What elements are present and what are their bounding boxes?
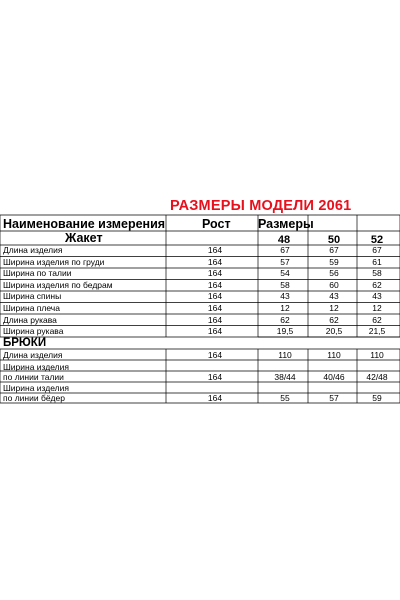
jacket-row-value-48: 67 bbox=[280, 245, 290, 255]
header-sizes: Размеры bbox=[258, 217, 314, 231]
jacket-row-value-48: 43 bbox=[280, 291, 290, 302]
jacket-row-value-50: 59 bbox=[329, 256, 339, 267]
jacket-row-value-52: 12 bbox=[372, 303, 382, 313]
trousers-row-label: по линии бёдер bbox=[3, 393, 65, 403]
jacket-row-height: 164 bbox=[207, 314, 223, 325]
trousers-row-value-52: 110 bbox=[370, 350, 384, 360]
jacket-row-label: Ширина по талии bbox=[3, 268, 72, 279]
jacket-row-value-48: 57 bbox=[280, 256, 290, 267]
jacket-row-value-48: 19,5 bbox=[276, 326, 294, 337]
jacket-row-value-50: 43 bbox=[329, 291, 339, 302]
jacket-row-value-50: 67 bbox=[329, 245, 339, 255]
trousers-row-value-48: 38/44 bbox=[274, 372, 296, 382]
jacket-row-label: Ширина рукава bbox=[3, 326, 64, 337]
trousers-row-value-48: 55 bbox=[280, 393, 290, 403]
jacket-row-value-52: 61 bbox=[372, 256, 382, 267]
jacket-row-height: 164 bbox=[207, 326, 223, 337]
trousers-row-height: 164 bbox=[207, 350, 223, 360]
jacket-row-label: Длина рукава bbox=[3, 314, 57, 325]
trousers-row-label: по линии талии bbox=[3, 372, 64, 382]
trousers-row-value-50: 110 bbox=[327, 350, 341, 360]
jacket-row-value-48: 12 bbox=[280, 303, 290, 313]
jacket-row-height: 164 bbox=[207, 256, 223, 267]
header-measure: Наименование измерения bbox=[3, 217, 166, 231]
jacket-size-52: 52 bbox=[370, 234, 384, 246]
jacket-row-height: 164 bbox=[207, 279, 223, 290]
jacket-row-height: 164 bbox=[207, 303, 223, 313]
jacket-row-label: Длина изделия bbox=[3, 245, 63, 255]
jacket-row-value-50: 62 bbox=[329, 314, 339, 325]
jacket-row-value-50: 12 bbox=[329, 303, 339, 313]
jacket-row-value-48: 62 bbox=[280, 314, 290, 325]
header-height: Рост bbox=[202, 217, 231, 231]
trousers-row-value-52: 42/48 bbox=[366, 372, 388, 382]
jacket-row-label: Ширина изделия по бедрам bbox=[3, 279, 113, 290]
jacket-row-value-50: 56 bbox=[329, 268, 339, 279]
jacket-row-value-52: 62 bbox=[372, 279, 382, 290]
trousers-row-value-52: 59 bbox=[372, 393, 382, 403]
section-trousers-title: БРЮКИ bbox=[3, 337, 47, 349]
jacket-row-value-52: 21,5 bbox=[368, 326, 386, 337]
trousers-row-value-48: 110 bbox=[278, 350, 292, 360]
chart-title: РАЗМЕРЫ МОДЕЛИ 2061 bbox=[170, 198, 352, 214]
jacket-row-height: 164 bbox=[207, 268, 223, 279]
jacket-row-height: 164 bbox=[207, 291, 223, 302]
trousers-row-value-50: 57 bbox=[329, 393, 339, 403]
jacket-row-value-52: 58 bbox=[372, 268, 382, 279]
trousers-row-height: 164 bbox=[207, 372, 223, 382]
trousers-row-value-50: 40/46 bbox=[323, 372, 345, 382]
jacket-size-50: 50 bbox=[327, 234, 341, 246]
jacket-row-value-48: 54 bbox=[280, 268, 290, 279]
trousers-row-height: 164 bbox=[207, 393, 223, 403]
jacket-row-value-48: 58 bbox=[280, 279, 290, 290]
jacket-row-value-50: 60 bbox=[329, 279, 339, 290]
jacket-size-48: 48 bbox=[277, 234, 291, 246]
jacket-row-value-50: 20,5 bbox=[325, 326, 343, 337]
jacket-row-value-52: 62 bbox=[372, 314, 382, 325]
trousers-row-label: Ширина изделия bbox=[3, 383, 69, 393]
jacket-row-label: Ширина изделия по груди bbox=[3, 256, 105, 267]
jacket-row-value-52: 67 bbox=[372, 245, 382, 255]
jacket-row-label: Ширина плеча bbox=[3, 303, 60, 313]
jacket-row-height: 164 bbox=[207, 245, 223, 255]
trousers-row-label: Ширина изделия bbox=[3, 362, 69, 372]
jacket-row-value-52: 43 bbox=[372, 291, 382, 302]
trousers-row-label: Длина изделия bbox=[3, 350, 63, 360]
section-jacket-title: Жакет bbox=[65, 231, 103, 245]
jacket-row-label: Ширина спины bbox=[3, 291, 62, 302]
